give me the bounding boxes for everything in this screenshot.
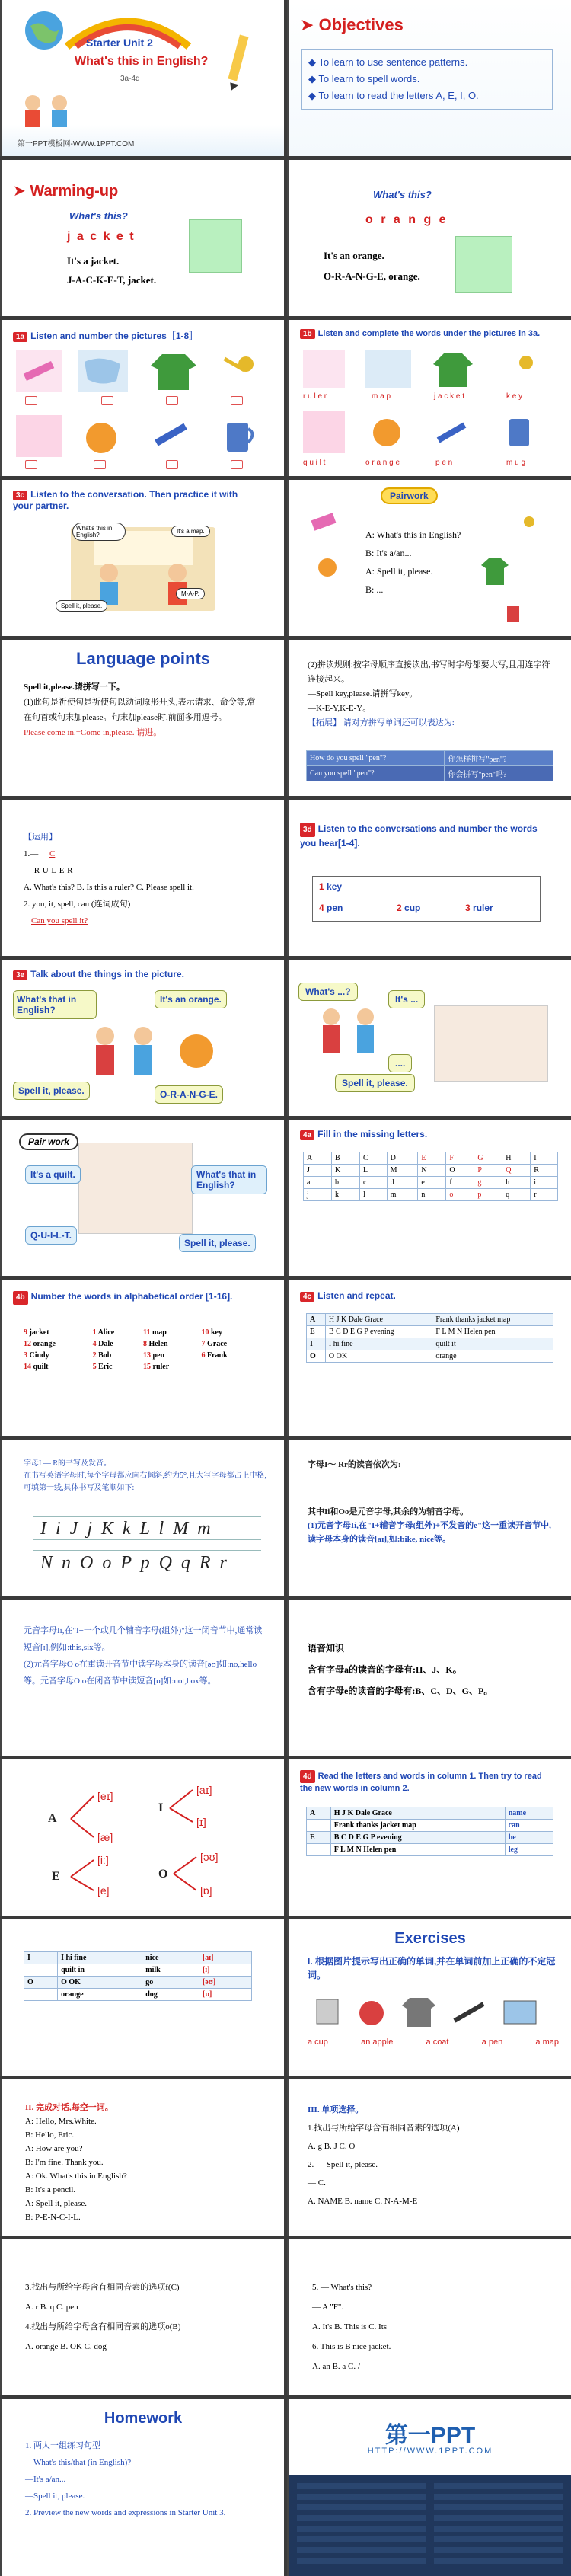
question: What's this? [69,210,128,222]
pairwork-badge: Pair work [19,1133,78,1150]
diamond-icon: ◆ [308,73,316,85]
speech-bubble: O-R-A-N-G-E. [155,1085,223,1104]
sound-label: [aɪ] [196,1784,212,1796]
orange-image [455,236,512,293]
slide-language-points[interactable] [0,640,284,796]
sound-label: [æ] [97,1831,113,1843]
slide-3b[interactable] [287,320,571,476]
picture-jacket [430,350,476,388]
speech-bubble: M-A-P. [176,588,205,599]
picture-map [365,350,411,388]
jacket-icon [480,556,510,586]
speech-bubble: .... [388,1054,412,1072]
picture-orange [365,411,407,453]
questions: 3.找出与所给字母含有相同音素的选项f(C) A. r B. q C. pen 4.找出与所给字母含有相同音素的选项o(B) A. orange B. OK C. dog [25,2283,181,2351]
unit-title: What's this in English? [75,55,209,68]
expression-table: How do you spell "pen"? 你怎样拼写"pen"? Can you spell "pen"? 你会拼写"pen"吗? [306,750,553,781]
pairwork-badge: Pairwork [381,487,438,504]
word-quilt: q u i l t [303,459,326,467]
slide-3a[interactable] [0,320,284,476]
slide-letter-sounds[interactable] [287,1440,571,1596]
kids-illustration [18,91,86,129]
mug-icon [502,602,525,625]
arrow-icon: ➤ [300,15,314,34]
item-pictures [312,1992,541,2030]
picture-key [215,350,261,392]
sound-label: [ɪ] [196,1816,206,1828]
objective-item: ◆ To learn to read the letters A, E, I, O. [308,90,479,101]
objectives-heading: ➤ Objectives [300,15,404,34]
word-orange: o r a n g e [365,459,400,467]
picture-jacket [147,350,200,392]
activity-heading: 4a Fill in the missing letters. [300,1129,427,1140]
slide-3c[interactable] [0,480,284,636]
answer-blank[interactable]: Can you spell it? [31,916,88,925]
sound-label: [ɒ] [200,1884,212,1897]
vowel-E: E [52,1870,60,1883]
section-title: Homework [104,2410,183,2427]
speech-bubble: What's this in English? [72,523,126,541]
slide-phonics-knowledge[interactable] [287,1600,571,1756]
activity-heading: 3c Listen to the conversation. Then practice it with your partner. [13,489,238,511]
slide-brand[interactable] [287,2399,571,2576]
question: What's this? [373,189,432,200]
arrow-icon: ➤ [13,183,26,200]
eraser-icon [308,510,339,533]
word-map: m a p [372,392,391,401]
number-box[interactable] [166,396,178,405]
answer: It's an orange. [324,250,384,261]
slide-vowel-diagram[interactable] [0,1759,284,1916]
speech-bubble: Spell it, please. [179,1234,256,1252]
picture-ruler [16,350,62,392]
slide-4c[interactable] [287,1280,571,1436]
slide-choice-2[interactable] [0,2239,284,2395]
activity-heading: 1a Listen and number the pictures［1-8］ [13,329,198,342]
slide-warming-up[interactable] [0,160,284,316]
picture-mug [215,415,261,457]
exercise: 【运用】 1.— C — R-U-L-E-R A. What's this? B. Is this a ruler? C. Please spell it. 2. you, it, spell, can (连词成句) Can you spell it? [24,833,194,925]
activity-heading: 4c Listen and repeat. [300,1290,396,1302]
number-box[interactable] [25,460,37,469]
slide-homework[interactable] [0,2399,284,2576]
answer-row: a cup an apple a coat a pen a map [308,2037,559,2047]
speech-bubble: It's a quilt. [25,1165,81,1184]
speech-bubble: Spell it, please. [56,600,107,612]
speech-bubble: It's a map. [171,526,210,537]
sound-label: [e] [97,1884,110,1897]
brand-logo: 第一PPT [384,2423,476,2448]
vowel-I: I [158,1801,164,1814]
spelling: J-A-C-K-E-T, jacket. [67,274,157,286]
slide-title[interactable] [0,0,284,156]
slide-warming-orange[interactable] [287,160,571,316]
sound-label: [iː] [97,1854,109,1866]
copybook-line: N n O o P p Q q R r [33,1550,261,1574]
slide-practice[interactable] [0,800,284,956]
activity-heading: 4b Number the words in alphabetical order [1-16]. [13,1290,257,1305]
notes: 字母I — R的书写及发音。 在书写英语字母时,每个字母都应向右倾斜,约为5°,且大写字母都占上中格,可填第一线,具体书写及笔顺如下: [24,1459,266,1492]
slide-4a[interactable] [287,1120,571,1276]
read-table: A H J K Dale Grace name Frank thanks jacket map can E B C D E G P evening he F L M N Helen pen leg [306,1807,553,1856]
phonics-table: A H J K Dale Grace Frank thanks jacket map E B C D E G P evening F L M N Helen pen I I hi fine quilt it O O OK orange [306,1313,553,1363]
number-box[interactable] [166,460,178,469]
link-list[interactable] [434,2483,563,2567]
jacket-image [189,219,242,273]
slide-3e[interactable] [0,960,284,1116]
slide-choice-3[interactable] [287,2239,571,2395]
speech-bubble: What's that in English? [191,1165,267,1194]
orange-icon [316,556,339,579]
activity-heading: 3e Talk about the things in the picture. [13,969,184,980]
diamond-icon: ◆ [308,90,316,101]
slide-exercises[interactable] [287,1919,571,2076]
diamond-icon: ◆ [308,56,316,68]
objective-item: ◆ To learn to spell words. [308,73,420,85]
picture-orange [78,415,124,457]
section-title: Language points [76,649,210,668]
notes: 字母I～ Rr的读音依次为: 其中Ii和Oo是元音字母,其余的为辅音字母。 (1)元音字母Ii,在"I+辅音字母(组外)+不发音的e"这一重读开音节中,读字母本身的读音[aɪ],如:bike, nice等。 [308,1460,551,1544]
kids-illustration [312,998,388,1059]
speech-bubble: Spell it, please. [335,1074,415,1092]
slide-choice-1[interactable] [287,2079,571,2236]
objectives-list [301,49,553,110]
activity-heading: 4d Read the letters and words in column 1. Then try to read the new words in column 2. [300,1772,542,1793]
unit-label: Starter Unit 2 [86,37,153,49]
word-order-table: 9 jacket 1 Alice 11 map 10 key 12 orange 4 Dale 8 Helen 7 Grace 3 Cindy 2 Bob 13 pen 6 Frank 14 quilt 5 Eric 15 ruler [24,1328,228,1371]
word-pen: p e n [435,459,453,467]
notes: Spell it,please.请拼写一下。 (1)此句是祈使句是祈使句以动词原形开头,表示请求、命令等,常在句首或句末加please。句末加please时,前面多用逗号。 Please come in.=Come in,please. 请进。 [24,682,256,737]
speech-bubble: It's ... [388,990,425,1008]
activity-heading: 3d Listen to the conversations and number the words you hear[1-4]. [300,823,538,849]
speech-bubble: What's ...? [298,983,358,1001]
questions: III. 单项选择。 1.找出与所给字母含有相同音素的选项(A) A. g B. J C. O 2. — Spell it, please. — C. A. NAME B. name C. N-A-M-E [308,2105,460,2206]
room-illustration [434,1005,548,1082]
answer: It's a jacket. [67,255,120,267]
objective-item: ◆ To learn to use sentence patterns. [308,56,468,68]
notes: (2)拼读规则:按字母顺序直接读出,书写时字母都要大写,且用连字符连接起来。 —Spell key,please.请拼写key。 —K-E-Y,K-E-Y。 【拓展】 请对方拼写单词还可以表达为: [308,660,550,727]
speech-bubble: What's that in English? [13,990,97,1019]
slide-objectives[interactable] [287,0,571,156]
number-box[interactable] [101,396,113,405]
slide-vowel-table[interactable] [0,1919,284,2076]
number-box[interactable] [25,396,37,405]
key-icon [514,514,537,537]
word-box: 1 key 4 pen 2 cup 3 ruler [312,876,541,922]
slide-4b[interactable] [0,1280,284,1436]
picture-mug [499,411,541,453]
spelled-word: j a c k e t [67,230,136,243]
bedroom-illustration [78,1143,193,1234]
word-jacket: j a c k e t [434,392,465,401]
vowel-brace-diagram [18,1775,269,1904]
sound-label: [eɪ] [97,1790,113,1802]
word-key: k e y [506,392,523,401]
picture-pen [147,415,193,457]
dialog: II. 完成对话,每空一词。 A: Hello, Mrs.White. B: Hello, Eric. A: How are you? B: I'm fine. Thank you. A: Ok. What's this in English? B: It's a pencil. A: Spell it, please. B: P-E-N-C-I-L. [25,2103,127,2222]
kids-illustration [75,1005,227,1097]
picture-pen [430,411,472,453]
sound-label: [əʊ] [200,1851,219,1863]
instruction: I. 根据图片提示写出正确的单词,并在单词前加上正确的不定冠词。 [308,1956,556,1980]
number-box[interactable] [231,460,243,469]
answer-blank[interactable]: C [49,849,56,858]
brand-url[interactable]: HTTP://WWW.1PPT.COM [367,2447,493,2456]
slide-3d[interactable] [287,800,571,956]
slide-practice-talk[interactable] [287,960,571,1116]
notes: 元音字母Ii,在"I+一个或几个辅音字母(组外)"这一闭音节中,通常读短音[ɪ],例如:this,six等。 (2)元音字母O o在重读开音节中读字母本身的读音[əʊ]如:no,hello等。元音字母O o在闭音节中读短音[ɒ]如:not,box等。 [24,1626,263,1686]
letter-table: A B C D E F G H I J K L M N O P Q R a b c d e f g h i j k l m n o p q r [303,1152,558,1201]
picture-map [78,350,128,392]
number-box[interactable] [231,396,243,405]
spelled-word: o r a n g e [365,213,448,226]
warming-heading: ➤ Warming-up [13,183,119,200]
notes: 语音知识 含有字母a的读音的字母有:H、J、K。 含有字母e的读音的字母有:B、C、D、G、P。 [308,1643,493,1696]
slide-pairwork[interactable] [287,480,571,636]
section-title: Exercises [394,1930,466,1947]
spelling: O-R-A-N-G-E, orange. [324,270,420,282]
homework-list: 1. 两人一组练习句型 —What's this/that (in English)? —It's a/an... —Spell it, please. 2. Preview the new words and expressions in Starter Unit 3. [25,2441,226,2517]
dialog: A: What's this in English? B: It's a/an... A: Spell it, please. B: ... [365,529,461,595]
slide-4d[interactable] [287,1759,571,1916]
picture-quilt [303,411,345,453]
link-panel [289,2475,571,2576]
vowel-A: A [48,1812,57,1825]
template-footer: 第一PPT模板网-WWW.1PPT.COM [18,140,135,149]
speech-bubble: Q-U-I-L-T. [25,1226,77,1245]
vowel-table: I I hi fine nice [aɪ] quilt in milk [ɪ] O O OK go [əʊ] orange dog [ɒ] [24,1951,252,2001]
speech-bubble: It's an orange. [155,990,227,1008]
slide-spelling-rule[interactable] [287,640,571,796]
speech-bubble: Spell it, please. [13,1082,90,1100]
slide-vowel-rules[interactable] [0,1600,284,1756]
word-ruler: r u l e r [303,392,327,401]
slide-letter-writing[interactable] [0,1440,284,1596]
word-mug: m u g [506,459,526,467]
pencil-icon [223,30,254,91]
slide-complete-dialog[interactable] [0,2079,284,2236]
link-list[interactable] [297,2483,426,2567]
number-box[interactable] [94,460,106,469]
activity-heading: 1b Listen and complete the words under the pictures in 3a. [300,329,540,339]
picture-key [499,350,541,388]
picture-ruler [303,350,345,388]
vowel-O: O [158,1868,168,1881]
copybook-line: I i J j K k L l M m [33,1516,261,1540]
picture-quilt [16,415,62,457]
slide-pair-work[interactable] [0,1120,284,1276]
unit-subtitle: 3a-4d [120,75,140,83]
questions: 5. — What's this? — A "F". A. It's B. This is C. Its 6. This is B nice jacket. A. an B. a C. / [312,2283,391,2371]
